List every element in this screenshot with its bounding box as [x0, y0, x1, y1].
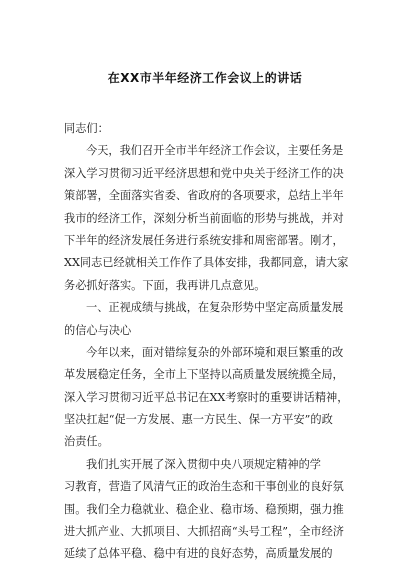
- paragraph-line: 深入学习贯彻习近平经济思想和党中央关于经济工作的决: [64, 166, 344, 180]
- paragraph-line: 策部署，全面落实省委、省政府的各项要求，总结上半年: [64, 189, 344, 203]
- paragraph-line: 革发展稳定任务，全市上下坚持以高质量发展统揽全局，: [64, 368, 344, 382]
- paragraph-line: 延续了总体平稳、稳中有进的良好态势，高质量发展的: [64, 547, 333, 561]
- section-heading-line: 一、正视成绩与挑战，在复杂形势中坚定高质量发展: [86, 301, 344, 315]
- paragraph-line: 围。我们全力稳就业、稳企业、稳市场、稳预期，强力推: [64, 502, 344, 516]
- salutation: 同志们：: [64, 122, 109, 135]
- document-title: 在XX市半年经济工作会议上的讲话: [107, 71, 303, 85]
- paragraph-line: XX同志已经就相关工作作了具体安排，我都同意，请大家: [64, 256, 349, 270]
- paragraph-line: 治责任。: [64, 435, 109, 449]
- document-body: [64, 118, 356, 566]
- paragraph-line: 习教育，营造了风清气正的政治生态和干事创业的良好氛: [64, 480, 344, 494]
- paragraph-line: 坚决扛起“促一方发展、惠一方民生、保一方平安”的政: [64, 413, 333, 427]
- paragraph-line: 今年以来，面对错综复杂的外部环境和艰巨繁重的改: [86, 345, 344, 359]
- paragraph-line: 深入学习贯彻习近平总书记在XX考察时的重要讲话精神，: [64, 390, 349, 404]
- section-heading-line: 的信心与决心: [64, 323, 132, 337]
- paragraph-line: 下半年的经济发展任务进行系统安排和周密部署。刚才，: [64, 233, 344, 247]
- paragraph-line: 今天，我们召开全市半年经济工作会议，主要任务是: [86, 144, 344, 158]
- paragraph-line: 务必抓好落实。下面，我再讲几点意见。: [64, 278, 266, 292]
- paragraph-line: 进大抓产业、大抓项目、大抓招商“头号工程”，全市经济: [64, 525, 344, 539]
- paragraph-line: 我们扎实开展了深入贯彻中央八项规定精神的学: [86, 457, 321, 471]
- paragraph-line: 我市的经济工作，深刻分析当前面临的形势与挑战，并对: [64, 211, 344, 225]
